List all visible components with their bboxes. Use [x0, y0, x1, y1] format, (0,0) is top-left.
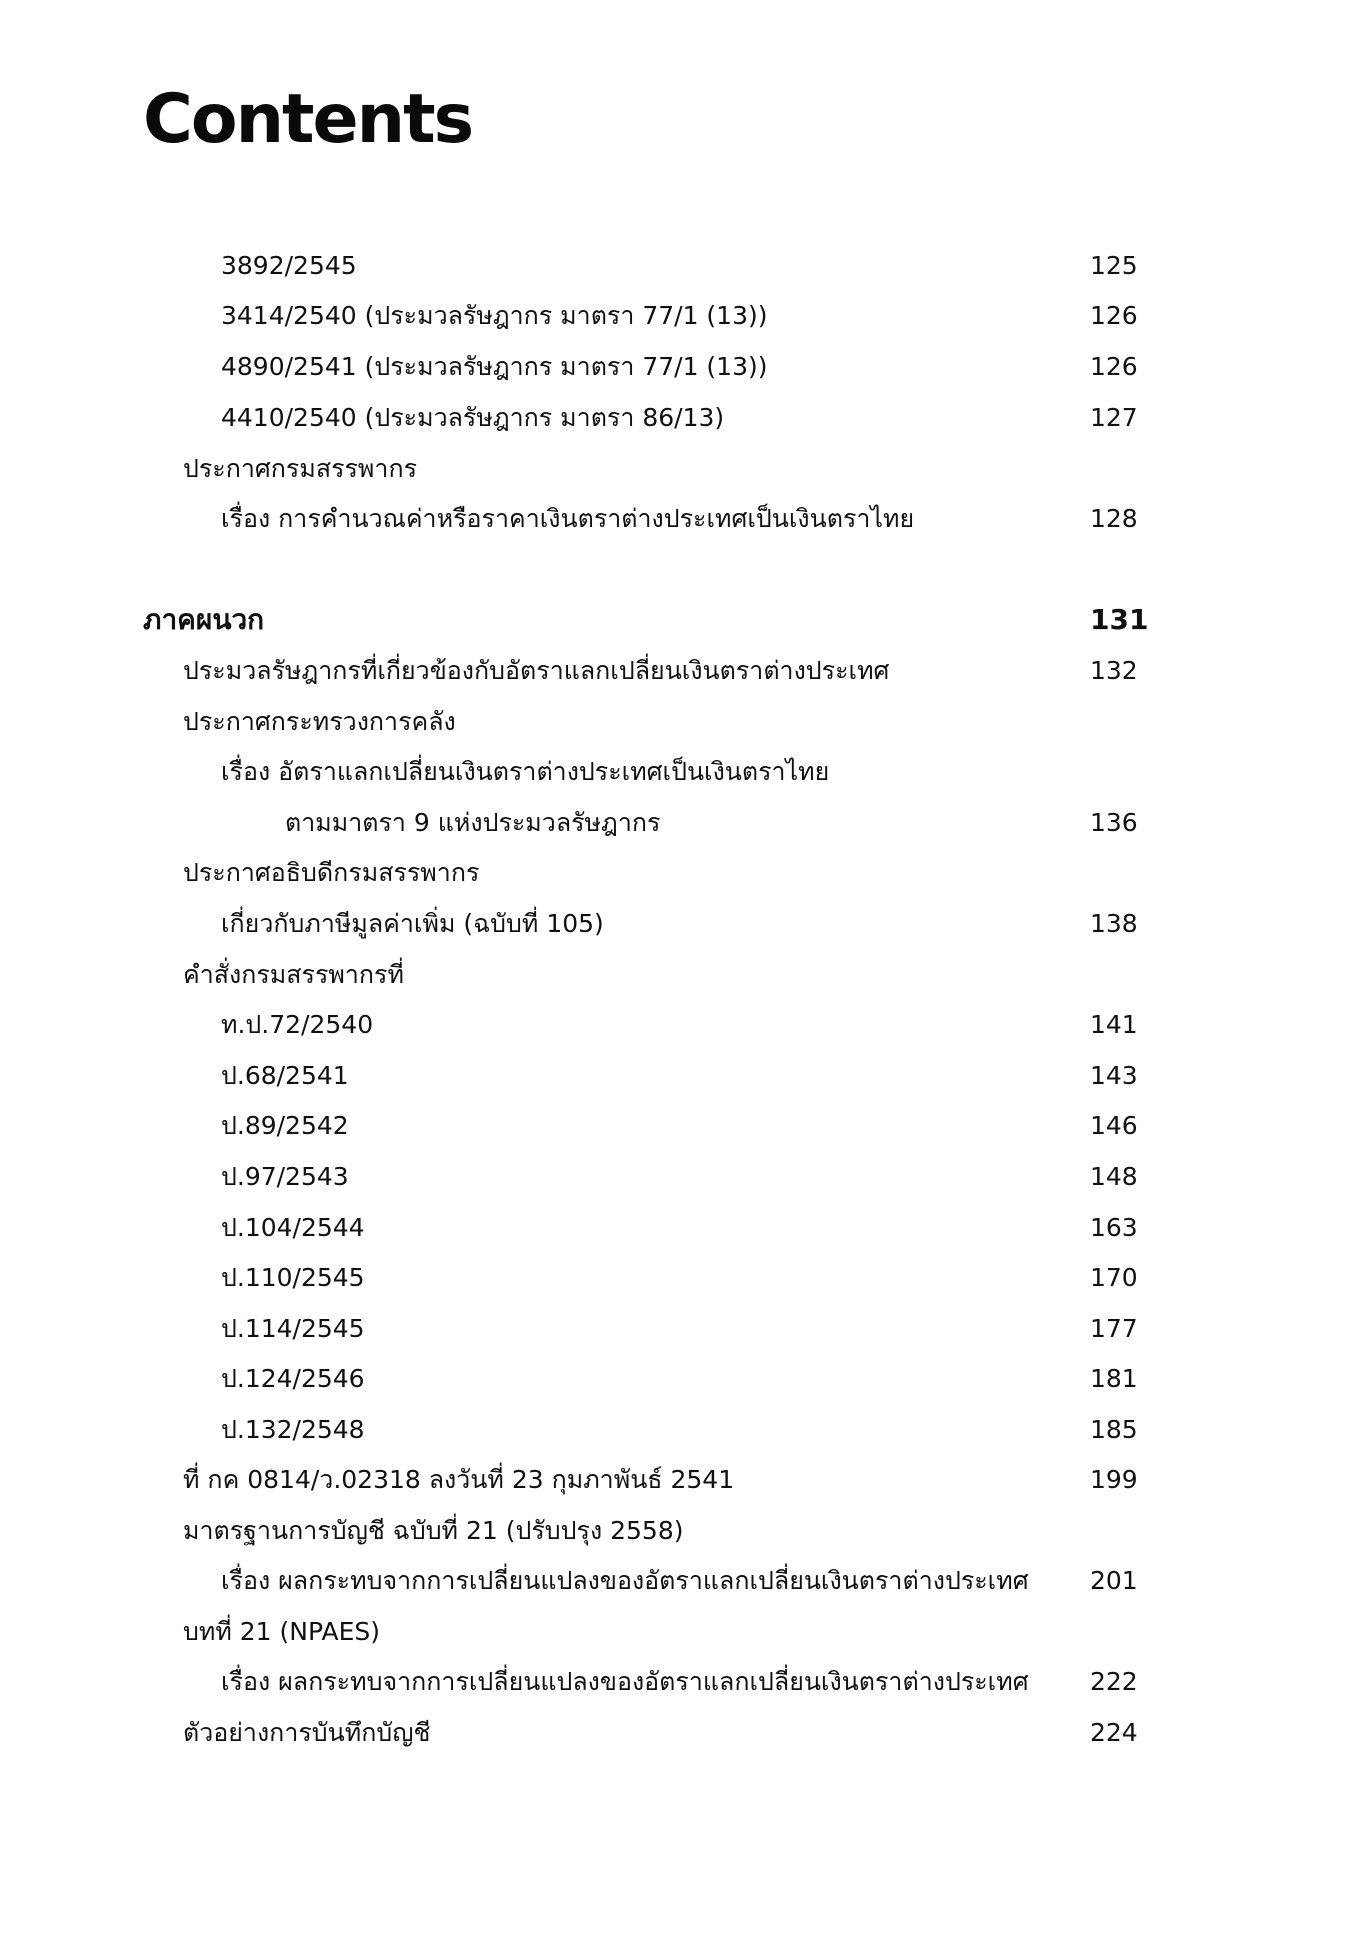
toc-page-number: 125	[1090, 251, 1138, 280]
toc-entry-text: ประกาศอธิบดีกรมสรรพากร	[183, 858, 480, 887]
toc-page-number: 146	[1090, 1111, 1138, 1140]
toc-entry-text: ตัวอย่างการบันทึกบัญชี	[183, 1718, 431, 1747]
toc-page-number: 163	[1090, 1213, 1138, 1242]
toc-page-number: 132	[1090, 656, 1138, 685]
toc-entry-text: ป.97/2543	[221, 1162, 349, 1191]
toc-entry-text: 4410/2540 (ประมวลรัษฎากร มาตรา 86/13)	[221, 403, 725, 432]
toc-entry-text: เกี่ยวกับภาษีมูลค่าเพิ่ม (ฉบับที่ 105)	[221, 909, 604, 938]
toc-entry-text: ภาคผนวก	[143, 603, 265, 636]
toc-entry-text: คำสั่งกรมสรรพากรที่	[183, 960, 404, 989]
toc-page-number: 177	[1090, 1314, 1138, 1343]
toc-entry-text: เรื่อง อัตราแลกเปลี่ยนเงินตราต่างประเทศเป็นเงินตราไทย	[221, 757, 830, 786]
toc-page-number: 131	[1090, 603, 1149, 636]
toc-page-number: 143	[1090, 1061, 1138, 1090]
toc-entry-text: ป.89/2542	[221, 1111, 349, 1140]
toc-entry-text: 3892/2545	[221, 251, 357, 280]
toc-page-number: 128	[1090, 504, 1138, 533]
toc-entry-text: ประกาศกระทรวงการคลัง	[183, 707, 456, 736]
toc-entry-text: ตามมาตรา 9 แห่งประมวลรัษฎากร	[285, 808, 661, 837]
toc-page-number: 185	[1090, 1415, 1138, 1444]
toc-entry-text: ป.124/2546	[221, 1364, 365, 1393]
toc-page-number: 126	[1090, 352, 1138, 381]
toc-entry-text: มาตรฐานการบัญชี ฉบับที่ 21 (ปรับปรุง 2558)	[183, 1516, 684, 1545]
toc-entry-text: เรื่อง การคำนวณค่าหรือราคาเงินตราต่างประเทศเป็นเงินตราไทย	[221, 504, 915, 533]
toc-entry-text: ที่ กค 0814/ว.02318 ลงวันที่ 23 กุมภาพันธ์ 2541	[183, 1465, 735, 1494]
toc-entry-text: ประกาศกรมสรรพากร	[183, 454, 418, 483]
toc-entry-text: บทที่ 21 (NPAES)	[183, 1617, 380, 1646]
toc-page-number: 222	[1090, 1667, 1138, 1696]
toc-page-number: 136	[1090, 808, 1138, 837]
toc-entry-text: ป.114/2545	[221, 1314, 365, 1343]
toc-page-number: 138	[1090, 909, 1138, 938]
toc-page-number: 141	[1090, 1010, 1138, 1039]
page-title: Contents	[143, 80, 473, 159]
toc-page-number: 201	[1090, 1566, 1138, 1595]
toc-page-number: 126	[1090, 301, 1138, 330]
toc-page-number: 181	[1090, 1364, 1138, 1393]
toc-entry-text: ป.68/2541	[221, 1061, 349, 1090]
toc-entry-text: ท.ป.72/2540	[221, 1010, 374, 1039]
toc-entry-text: ป.132/2548	[221, 1415, 365, 1444]
toc-page-number: 170	[1090, 1263, 1138, 1292]
toc-page-number: 148	[1090, 1162, 1138, 1191]
toc-page-number: 127	[1090, 403, 1138, 432]
toc-page-number: 199	[1090, 1465, 1138, 1494]
toc-entry-text: 3414/2540 (ประมวลรัษฎากร มาตรา 77/1 (13))	[221, 301, 768, 330]
toc-entry-text: เรื่อง ผลกระทบจากการเปลี่ยนแปลงของอัตราแลกเปลี่ยนเงินตราต่างประเทศ	[221, 1667, 1029, 1696]
toc-entry-text: เรื่อง ผลกระทบจากการเปลี่ยนแปลงของอัตราแลกเปลี่ยนเงินตราต่างประเทศ	[221, 1566, 1029, 1595]
toc-page-number: 224	[1090, 1718, 1138, 1747]
toc-entry-text: 4890/2541 (ประมวลรัษฎากร มาตรา 77/1 (13))	[221, 352, 768, 381]
toc-entry-text: ป.104/2544	[221, 1213, 365, 1242]
toc-entry-text: ประมวลรัษฎากรที่เกี่ยวข้องกับอัตราแลกเปลี่ยนเงินตราต่างประเทศ	[183, 656, 890, 685]
toc-entry-text: ป.110/2545	[221, 1263, 365, 1292]
